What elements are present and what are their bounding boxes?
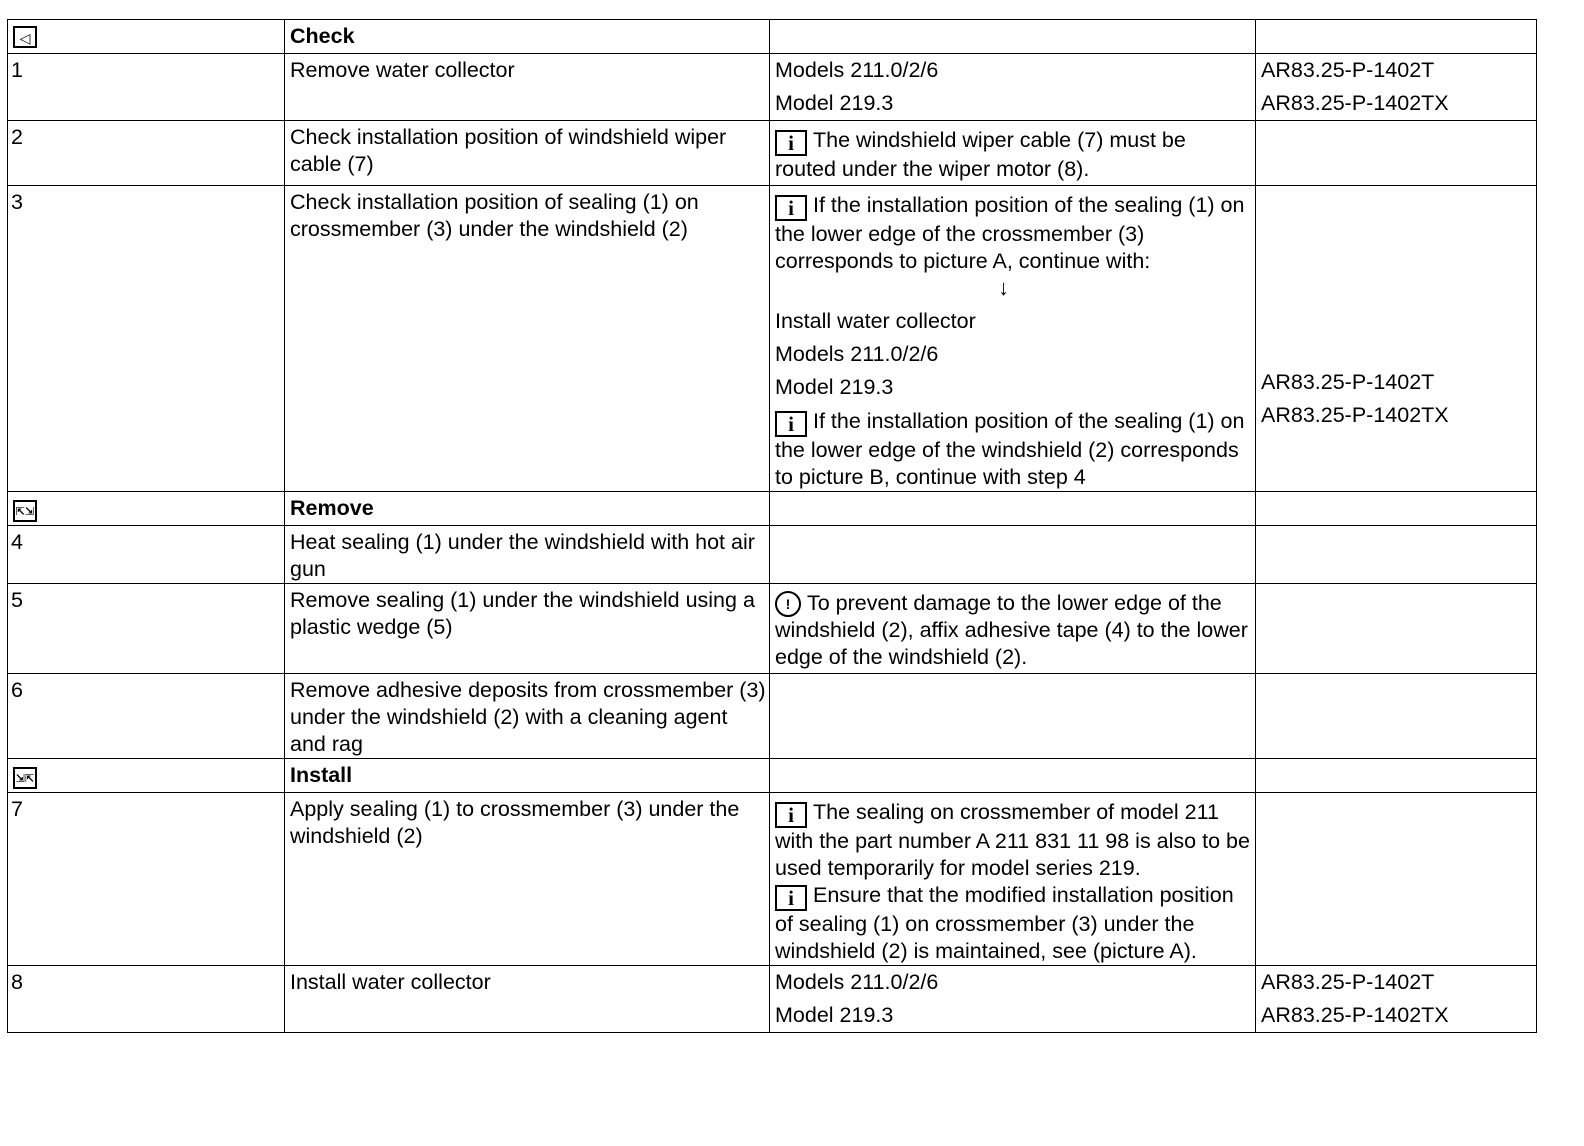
step-row-6 [8,674,1537,759]
model-line: Model 219.3 [775,91,894,115]
reference-link[interactable]: AR83.25-P-1402TX [1261,91,1449,115]
info-icon: i [775,195,807,221]
install-label: Install water collector [775,309,976,333]
step-row-8 [8,966,1537,1033]
model-line: Model 219.3 [775,375,894,399]
step-row-3 [8,186,1537,492]
procedure-table [7,19,1537,1033]
warning-note: ! To prevent damage to the lower edge of the windshield (2), affix adhesive tape (4) to the lower edge of the windshield (2). [775,591,1248,669]
section-title-check: Check [285,20,770,54]
step-action: Install water collector [285,966,770,1033]
info-note: i The sealing on crossmember of model 211 with the part number A 211 831 11 98 is also to be used temporarily for model series 219. [775,800,1250,880]
section-title-remove: Remove [285,492,770,526]
install-icon: ⇲⇱ [13,767,37,789]
info-icon: i [775,885,807,911]
step-number: 5 [8,584,285,674]
step-action: Apply sealing (1) to crossmember (3) under the windshield (2) [285,793,770,966]
info-icon: i [775,802,807,828]
model-line: Models 211.0/2/6 [775,58,939,82]
warning-icon: ! [775,591,801,617]
model-line: Models 211.0/2/6 [775,342,939,366]
step-action: Remove adhesive deposits from crossmember (3) under the windshield (2) with a cleaning agent and rag [285,674,770,759]
reference-link[interactable]: AR83.25-P-1402T [1261,58,1435,82]
step-row-2 [8,121,1537,186]
step-number: 7 [8,793,285,966]
step-number: 2 [8,121,285,186]
info-icon: i [775,411,807,437]
info-note: i If the installation position of the sealing (1) on the lower edge of the crossmember (3) corresponds to picture A, continue with: [775,193,1245,273]
step-number: 4 [8,526,285,584]
section-row-install [8,759,1537,793]
step-number: 6 [8,674,285,759]
step-action: Heat sealing (1) under the windshield with hot air gun [285,526,770,584]
info-icon: i [775,130,807,156]
remove-icon: ⇱⇲ [13,500,37,522]
step-row-1 [8,54,1537,121]
step-action: Remove sealing (1) under the windshield using a plastic wedge (5) [285,584,770,674]
down-arrow-icon: ↓ [998,276,1009,300]
step-number: 8 [8,966,285,1033]
reference-link[interactable]: AR83.25-P-1402T [1261,370,1435,394]
step-row-7 [8,793,1537,966]
step-number: 3 [8,186,285,492]
section-row-check [8,20,1537,54]
step-action: Check installation position of windshield wiper cable (7) [285,121,770,186]
info-note: i The windshield wiper cable (7) must be routed under the wiper motor (8). [775,128,1186,181]
model-line: Models 211.0/2/6 [775,970,939,994]
step-number: 1 [8,54,285,121]
model-line: Model 219.3 [775,1003,894,1027]
step-action: Remove water collector [285,54,770,121]
info-note: i Ensure that the modified installation position of sealing (1) on crossmember (3) under the windshield (2) is maintained, see (picture A). [775,883,1234,963]
step-action: Check installation position of sealing (1) on crossmember (3) under the windshield (2) [285,186,770,492]
reference-link[interactable]: AR83.25-P-1402T [1261,970,1435,994]
back-icon: ◁ [13,26,37,48]
reference-link[interactable]: AR83.25-P-1402TX [1261,403,1449,427]
section-title-install: Install [285,759,770,793]
section-row-remove [8,492,1537,526]
step-row-5 [8,584,1537,674]
reference-link[interactable]: AR83.25-P-1402TX [1261,1003,1449,1027]
step-row-4 [8,526,1537,584]
info-note: i If the installation position of the sealing (1) on the lower edge of the windshield (2) corresponds to picture B, continue with step 4 [775,409,1245,489]
